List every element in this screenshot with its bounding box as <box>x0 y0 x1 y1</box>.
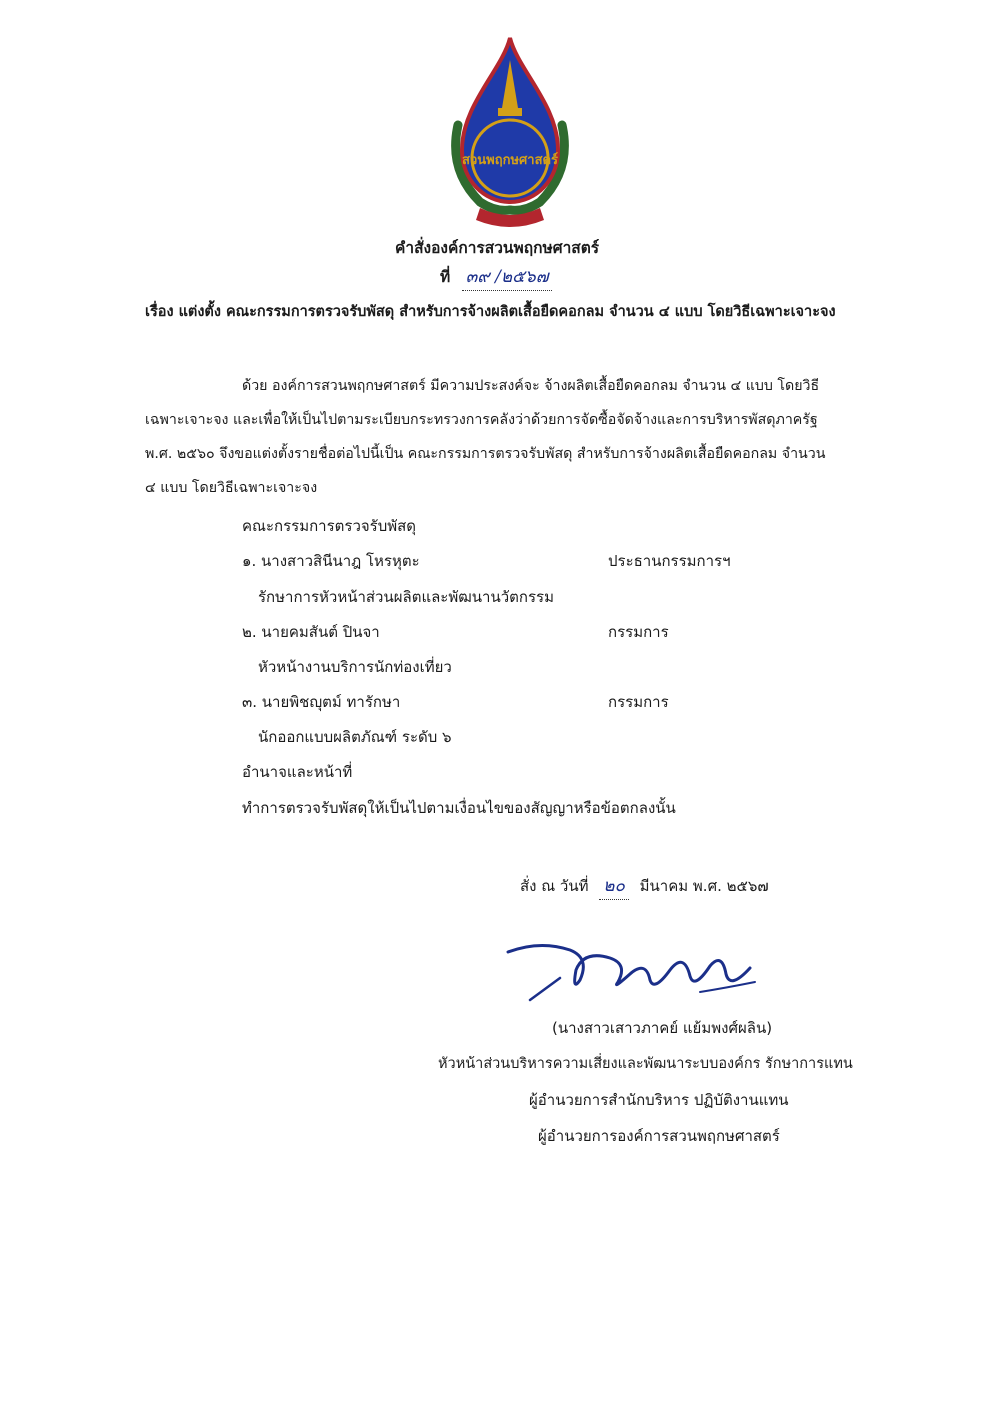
handwritten-signature <box>500 930 770 1010</box>
order-date-month-year: มีนาคม พ.ศ. ๒๕๖๗ <box>639 877 769 895</box>
order-title: คำสั่งองค์การสวนพฤกษศาสตร์ <box>395 239 600 257</box>
member-role: กรรมการ <box>608 693 669 711</box>
organization-logo <box>440 30 580 228</box>
member-name: ๑. นางสาวสินีนาฎ โหรหุตะ <box>242 552 420 570</box>
member-role: กรรมการ <box>608 623 669 641</box>
member-position: รักษาการหัวหน้าส่วนผลิตและพัฒนานวัตกรรม <box>258 588 554 606</box>
member-position: หัวหน้างานบริการนักท่องเที่ยว <box>258 658 452 676</box>
member-role: ประธานกรรมการฯ <box>608 552 731 570</box>
duty-heading: อำนาจและหน้าที่ <box>242 763 353 781</box>
logo-crown-base <box>498 108 522 116</box>
signatory-title-line: ผู้อำนวยการองค์การสวนพฤกษศาสตร์ <box>538 1127 780 1145</box>
duty-text: ทำการตรวจรับพัสดุให้เป็นไปตามเงื่อนไขของสัญญาหรือข้อตกลงนั้น <box>242 799 676 817</box>
signatory-title-line: ผู้อำนวยการสำนักบริหาร ปฏิบัติงานแทน <box>529 1091 789 1109</box>
order-number-label: ที่ <box>440 268 451 286</box>
committee-heading: คณะกรรมการตรวจรับพัสดุ <box>242 517 417 535</box>
member-name: ๓. นายพิชญุตม์ ทารักษา <box>242 693 401 711</box>
order-date-day: ๒๐ <box>599 872 629 900</box>
member-name: ๒. นายคมสันต์ ปินจา <box>242 623 380 641</box>
signatory-name: (นางสาวเสาวภาคย์ แย้มพงศ์ผลิน) <box>552 1019 773 1037</box>
member-position: นักออกแบบผลิตภัณฑ์ ระดับ ๖ <box>258 728 452 746</box>
body-line: เฉพาะเจาะจง และเพื่อให้เป็นไปตามระเบียบกระทรวงการคลังว่าด้วยการจัดซื้อจัดจ้างและการบริหารพัสดุภาครัฐ <box>145 412 818 428</box>
signatory-title-line: หัวหน้าส่วนบริหารความเสี่ยงและพัฒนาระบบองค์กร รักษาการแทน <box>438 1056 853 1072</box>
logo-monogram: สวนพฤกษศาสตร์ <box>462 153 558 168</box>
order-date-prefix: สั่ง ณ วันที่ <box>520 877 589 895</box>
order-date <box>520 872 769 900</box>
order-number <box>440 263 552 291</box>
body-line: ๔ แบบ โดยวิธีเฉพาะเจาะจง <box>145 480 318 496</box>
body-line: ด้วย องค์การสวนพฤกษศาสตร์ มีความประสงค์จะ จ้างผลิตเสื้อยืดคอกลม จำนวน ๔ แบบ โดยวิธี <box>242 378 820 394</box>
body-line: พ.ศ. ๒๕๖๐ จึงขอแต่งตั้งรายชื่อต่อไปนี้เป็น คณะกรรมการตรวจรับพัสดุ สำหรับการจ้างผลิตเสื้อยืดคอกลม จำนวน <box>145 446 826 462</box>
order-number-value: ๓๙ /๒๕๖๗ <box>462 263 553 291</box>
order-subject: เรื่อง แต่งตั้ง คณะกรรมการตรวจรับพัสดุ สำหรับการจ้างผลิตเสื้อยืดคอกลม จำนวน ๔ แบบ โดยวิธีเฉพาะเจาะจง <box>145 304 836 320</box>
